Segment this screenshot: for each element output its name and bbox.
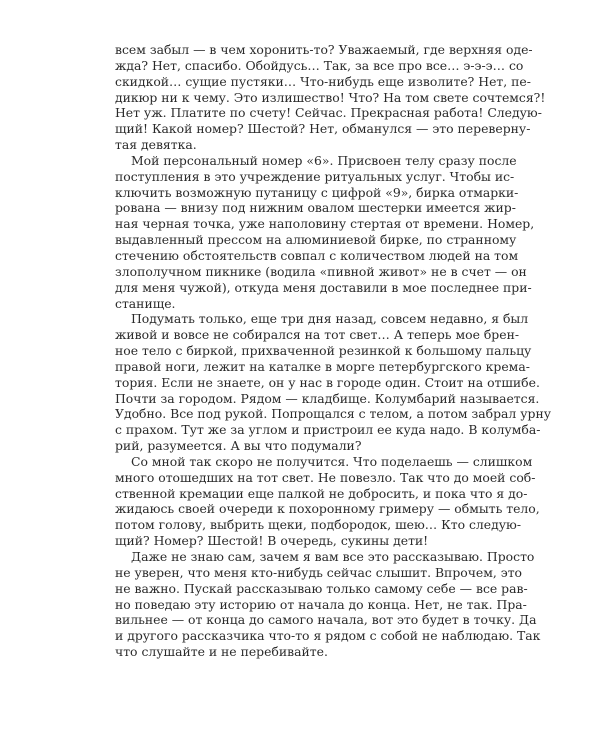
text-line: жидаюсь своей очереди к похоронному гримеру — обмыть тело, (115, 501, 540, 517)
text-line: не важно. Пускай рассказываю только самому себе — все рав- (115, 580, 528, 596)
text-line: злополучном пикнике (водила «пивной живот» не в счет — он (115, 263, 527, 279)
text-line: стечению обстоятельств совпал с количеством людей на том (115, 247, 519, 263)
text-line: Нет уж. Платите по счету! Сейчас. Прекрасная работа! Следую- (115, 105, 542, 121)
text-line: дикюр ни к чему. Это излишество! Что? На том свете сочтемся?! (115, 89, 546, 105)
paragraph (115, 42, 546, 153)
paragraph (115, 311, 552, 454)
text-line: ственной кремации еще палкой не добросить, и пока что я до- (115, 485, 528, 501)
paragraph (115, 453, 540, 549)
text-line: ная черная точка, уже наполовину стертая от времени. Номер, (115, 216, 535, 232)
text-line: но поведаю эту историю от начала до конца. Нет, не так. Пра- (115, 596, 527, 612)
text-line: что слушайте и не перебивайте. (115, 644, 328, 660)
text-line: Удобно. Все под рукой. Попрощался с телом, а потом забрал урну (115, 406, 552, 422)
text-line: потом голову, выбрить щеки, подбородок, шею… Кто следую- (115, 517, 522, 533)
text-line: ное тело с биркой, прихваченной резинкой к большому пальцу (115, 343, 532, 359)
text-line: выдавленный прессом на алюминиевой бирке, по странному (115, 232, 517, 248)
text-line: тория. Если не знаете, он у нас в городе один. Стоит на отшибе. (115, 374, 540, 390)
text-line: Мой персональный номер «6». Присвоен телу сразу после (131, 152, 517, 168)
text-line: с прахом. Тут же за углом и пристроил ее куда надо. В колумба- (115, 422, 541, 438)
text-line: жда? Нет, спасибо. Обойдусь… Так, за все про все… э-э-э… со (115, 57, 524, 73)
paragraph (115, 152, 535, 311)
text-line: всем забыл — в чем хоронить-то? Уважаемый, где верхняя оде- (115, 42, 533, 57)
text-line: скидкой… сущие пустяки… Что-нибудь еще изволите? Нет, пе- (115, 73, 531, 89)
text-line: ключить возможную путаницу с цифрой «9», бирка отмарки- (115, 184, 519, 200)
text-line: щий? Номер? Шестой! В очередь, сукины дети! (115, 533, 429, 549)
text-line: щий! Какой номер? Шестой? Нет, обманулся — это переверну- (115, 121, 531, 137)
text-line: рий, разумеется. А вы что подумали? (115, 438, 362, 454)
text-line: живой и вовсе не собирался на тот свет… А теперь мое брен- (115, 327, 520, 343)
book-page-text (115, 42, 552, 660)
text-line: вильнее — от конца до самого начала, вот это будет в точку. Да (115, 612, 537, 628)
text-line: много отошедших на тот свет. Не повезло. Так что до моей соб- (115, 469, 536, 485)
text-line: станище. (115, 295, 176, 311)
text-line: рована — внизу под нижним овалом шестерки имеется жир- (115, 200, 516, 216)
text-line: не уверен, что меня кто-нибудь сейчас слышит. Впрочем, это (115, 564, 523, 580)
text-line: тая девятка. (115, 137, 197, 153)
text-line: и другого рассказчика что-то я рядом с собой не наблюдаю. Так (115, 628, 541, 644)
text-line: Подумать только, еще три дня назад, совсем недавно, я был (131, 311, 529, 327)
text-line: Даже не знаю сам, зачем я вам все это рассказываю. Просто (131, 549, 535, 564)
text-line: Почти за городом. Рядом — кладбище. Колумбарий называется. (115, 390, 540, 406)
text-line: правой ноги, лежит на каталке в морге петербургского крема- (115, 358, 530, 374)
paragraph (115, 549, 541, 660)
text-line: поступления в это учреждение ритуальных услуг. Чтобы ис- (115, 168, 515, 184)
text-line: для меня чужой), откуда меня доставили в мое последнее при- (115, 279, 532, 295)
text-line: Со мной так скоро не получится. Что поделаешь — слишком (131, 453, 533, 469)
